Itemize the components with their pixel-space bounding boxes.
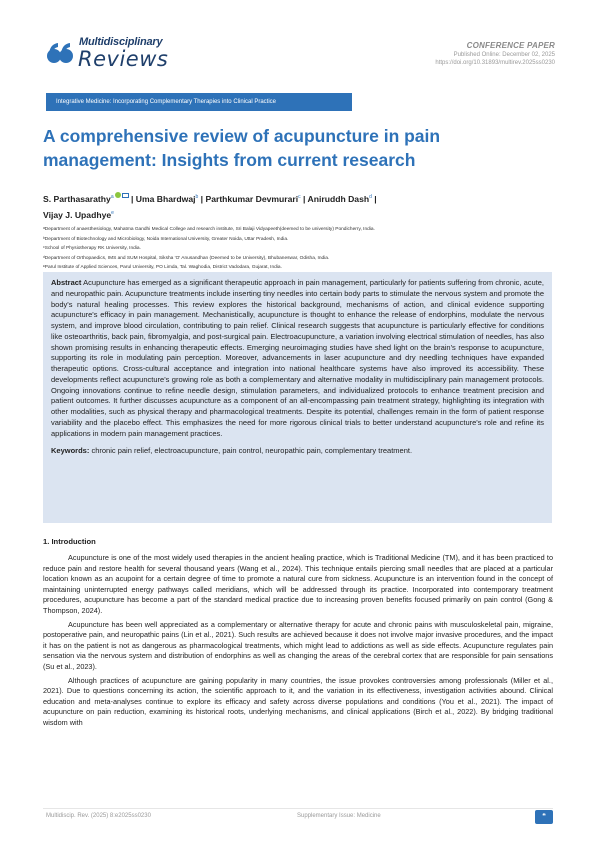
quote-badge-icon: ❝: [535, 810, 553, 824]
page-footer: [43, 810, 553, 824]
abstract-text: Acupuncture has emerged as a significant therapeutic approach in pain management, particularly for patients suffering from chronic, acute, and neuropathic pain. Acupuncture treatments include inserting tiny needles into certain body parts to stimulate the nervous system and promote the body's natural healing processes. This review explores the historical background, mechanisms of action, and clinical evidence supporting acupuncture's efficacy in pain management. Mechanistically, acupuncture is thought to enhance the release of endorphins, modulate the nervous system, and improve blood circulation, contributing to pain relief. Clinical research suggests that acupuncture is particularly effective for conditions like osteoarthritis, back pain, fibromyalgia, and post-surgical pain. Electroacupuncture, a variation involving electrical stimulation of needles, has also shown promising results in enhancing therapeutic effects. Emerging neuroimaging studies have shed light on the brain's response to acupuncture, supporting its role in modulating pain perception. Moreover, advancements in laser acupuncture and dry needling techniques have expanded therapeutic options. Cross-cultural acceptance and integration into national healthcare systems have also improved its accessibility. These developments reflect acupuncture's growing role as both a complementary and alternative modality in multidisciplinary pain management protocols. Ongoing innovations continue to refine needle design, stimulation parameters, and individualized protocols to enhance treatment precision and patient outcomes. It further discusses acupuncture as a component of an all-encompassing pain treatment strategy, highlighting its integration with other modalities, such as physical therapy and pharmacological treatments. Despite its potential, challenges remain in the form of patient response variability and the placebo effect. This emphasizes the need for more rigorous clinical trials to better understand acupuncture's role and refine its applications in modern pain management practices.: [51, 278, 545, 438]
author-separator: |: [198, 193, 206, 204]
author-sup: d: [369, 194, 372, 200]
paper-type: CONFERENCE PAPER: [466, 41, 555, 50]
author-name: Parthkumar Devmurari: [205, 193, 299, 204]
author-sup: e: [111, 209, 114, 216]
affiliation: ᵇDepartment of Biotechnology and Microbiology, Noida International University, Greater Noida, Uttar Pradesh, India.: [43, 236, 289, 242]
footer-citation: Multidiscip. Rev. (2025) 8:e2025ss0230: [46, 813, 151, 819]
affiliation: ᶜSchool of Physiotherapy RK University, India.: [43, 246, 141, 252]
abstract-label: Abstract: [51, 278, 82, 287]
body-paragraph: Acupuncture has been well appreciated as a complementary or alternative therapy for acute and chronic pains with musculoskeletal pain, migraine, postoperative pain, and neuropathic pains (Lin et al., 2021). Such results are achieved because it does not involve major invasive procedures, and the impact it has on the patient is not as dangerous as pharmacological treatments, which might lead to addictions as well as side effects. Acupuncture regulates pain sensation via the nervous system and distribution of endorphins as well as changing the areas of the cerebral cortex that are responsible for pain sensations (Su et al., 2023).: [43, 619, 553, 671]
author-separator: |: [128, 193, 136, 204]
author-name: S. Parthasarathy: [43, 193, 111, 204]
body-text: [43, 553, 553, 732]
orcid-icon[interactable]: [115, 192, 121, 198]
footer-divider: [43, 808, 553, 809]
author-separator: |: [300, 193, 308, 204]
author-name: Aniruddh Dash: [307, 193, 370, 204]
affiliation: ᵈDepartment of Orthopaedics, IMS and SUM Hospital, Siksha 'O' Anusandhan (Deemed to be University), Bhubaneswar, Odisha, India.: [43, 255, 330, 261]
abstract-box: [43, 272, 552, 523]
issue-banner: Integrative Medicine: Incorporating Complementary Therapies into Clinical Practice: [46, 93, 352, 111]
footer-issue: Supplementary Issue: Medicine: [297, 813, 381, 819]
keywords-paragraph: [51, 446, 544, 457]
section-heading: 1. Introduction: [43, 537, 96, 546]
mail-icon[interactable]: [122, 193, 129, 198]
quote-logo-icon: [46, 40, 74, 66]
journal-logo: [46, 34, 186, 74]
author-separator: |: [371, 193, 377, 204]
author-sup: c: [298, 194, 301, 200]
abstract-paragraph: [51, 278, 544, 439]
affiliation: ᵉParul Institute of Applied Sciences, Parul University, PO Limda, Tal. Waghodia, District Vadodara, Gujarat, India.: [43, 265, 282, 271]
author-list: [43, 190, 563, 222]
affiliations: [43, 225, 563, 273]
article-title: A comprehensive review of acupuncture in pain management: Insights from current research: [43, 126, 441, 170]
body-paragraph: Acupuncture is one of the most widely used therapies in the ancient healing practice, which is Traditional Medicine (TM), and it has been practiced to reduce pain and restore health for several thousand years (Wang et al., 2024). This technique entails piercing small needles that are placed at a particular location known as an acupoint for a certain degree of time to promote a natural cure from sickness. Acupuncture is an intervention found in the concept of maintaining uninterrupted energy pathways called meridians, which will be addressed through its practice. Incorporated into contemporary treatment procedures, acupuncture has become a part of the standard medical practice due to increasing proven benefits focused primarily on pain control (Gong & Thompson, 2024).: [43, 553, 553, 615]
author-name: Uma Bhardwaj: [135, 193, 196, 204]
logo-main-text: Reviews: [78, 47, 169, 71]
author-name: Vijay J. Upadhye: [43, 209, 112, 220]
author-sup: a: [110, 194, 114, 200]
keywords-text: chronic pain relief, electroacupuncture, pain control, neuropathic pain, complementary treatment.: [91, 446, 413, 456]
published-date: Published Online: December 02, 2025: [453, 52, 555, 58]
affiliation: ᵃDepartment of anaesthesiology, Mahatma Gandhi Medical College and research institute, Sri Balaji Vidyapeeth(deemed to be university) Pondicherry, India.: [43, 227, 375, 232]
keywords-label: Keywords:: [51, 446, 90, 456]
logo-top-text: Multidisciplinary: [79, 36, 163, 48]
article-meta: [435, 41, 555, 66]
author-sup: b: [195, 194, 199, 200]
body-paragraph: Although practices of acupuncture are gaining popularity in many countries, the issue provokes controversies among professionals (Miller et al., 2021). Due to questions concerning its action, the scientific approach to it, and the variation in its effectiveness, investigation activities abound. Clinical education and meta-analyses continue to explore its efficacy and safety across diverse populations and conditions (You et al., 2021). The impact of acupuncture on pain reduction, examining its historical roots, underlying mechanisms, and clinical applications (Birch et al., 2022). By bridging traditional wisdom with: [43, 675, 553, 727]
doi-link[interactable]: https://doi.org/10.31893/multirev.2025ss0230: [435, 60, 555, 66]
